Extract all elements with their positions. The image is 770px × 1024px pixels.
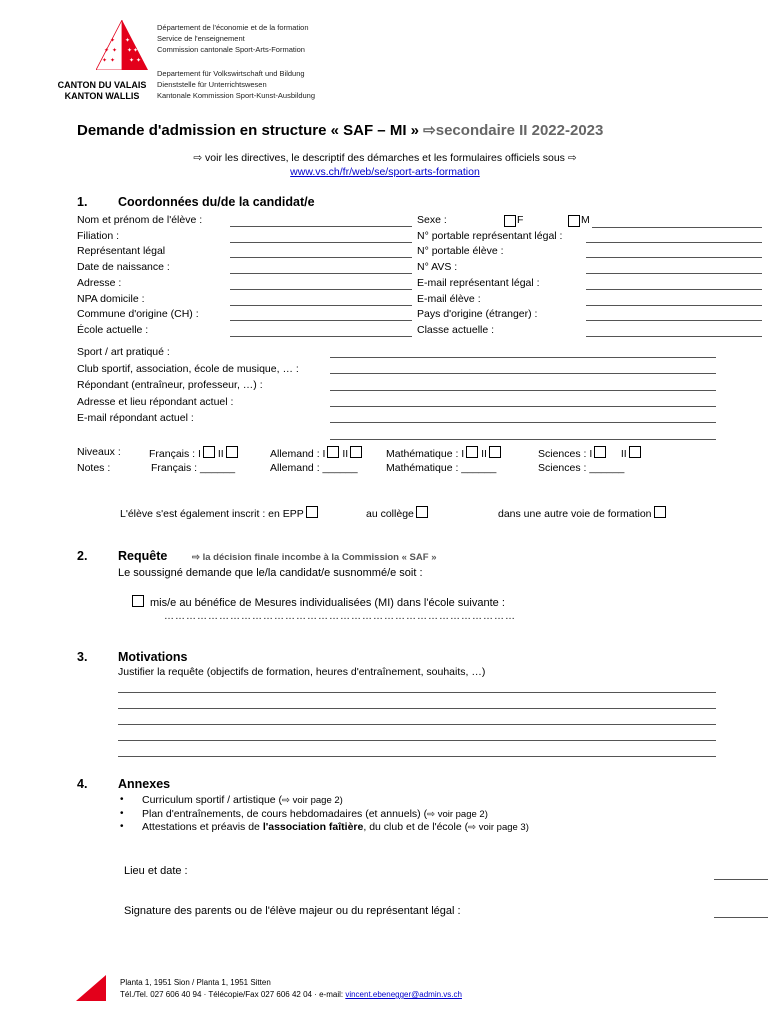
candidate-right-label: Sexe : (417, 214, 447, 226)
note-sciences[interactable]: Sciences : ______ (538, 462, 625, 474)
footer-contact: Tél./Tel. 027 606 40 94 · Télécopie/Fax 027 606 42 04 · e-mail: vincent.ebenegger@admin.vs.ch (120, 990, 462, 999)
department-fr: Département de l'économie et de la formation Service de l'enseignement Commission cantonale Sport-Arts-Formation (157, 23, 309, 54)
sport-input-line[interactable] (330, 406, 716, 407)
candidate-left-input-line[interactable] (230, 273, 412, 274)
section3-title: Motivations (118, 650, 188, 664)
candidate-left-input-line[interactable] (230, 305, 412, 306)
svg-text:✦: ✦ (112, 47, 118, 54)
candidate-left-input-line[interactable] (230, 242, 412, 243)
sport-input-line[interactable] (330, 390, 716, 391)
math-ii-checkbox[interactable] (489, 446, 501, 458)
sex-m-label: M (581, 214, 590, 226)
place-date-label: Lieu et date : (124, 865, 188, 877)
motivation-line-1[interactable] (118, 692, 716, 693)
sciences-i-checkbox[interactable] (594, 446, 606, 458)
canton-name-de: KANTON WALLIS (64, 91, 140, 101)
candidate-left-input-line[interactable] (230, 257, 412, 258)
motivation-line-4[interactable] (118, 740, 716, 741)
other-path-checkbox[interactable] (654, 506, 666, 518)
note-math[interactable]: Mathématique : ______ (386, 462, 497, 474)
sport-label: Répondant (entraîneur, professeur, …) : (77, 379, 263, 391)
svg-text:✦: ✦ (104, 47, 110, 54)
canton-name (52, 80, 152, 102)
page-title: Demande d'admission en structure « SAF – MI » ⇨secondaire II 2022-2023 (77, 122, 604, 139)
candidate-left-label: NPA domicile : (77, 292, 145, 305)
candidate-right-label: Classe actuelle : (417, 323, 495, 336)
candidate-right-label: N° AVS : (417, 261, 458, 274)
section4-title: Annexes (118, 777, 171, 791)
francais-ii-checkbox[interactable] (226, 446, 238, 458)
annex-item-1: Curriculum sportif / artistique (⇨ voir page 2) (142, 794, 343, 806)
sciences-ii-checkbox[interactable] (629, 446, 641, 458)
section1-title: Coordonnées du/de la candidat/e (118, 195, 315, 209)
candidate-right-input-line[interactable] (586, 289, 762, 290)
notes-label: Notes : (77, 462, 111, 474)
candidate-right-label: N° portable représentant légal : (417, 229, 563, 242)
candidate-left-label: Représentant légal (77, 245, 166, 258)
motivation-line-3[interactable] (118, 724, 716, 725)
candidate-right-input-line[interactable] (586, 336, 762, 337)
sex-f-label: F (517, 214, 524, 226)
sport-input-line[interactable] (330, 439, 716, 440)
candidate-right-label: E-mail représentant légal : (417, 276, 540, 289)
niveau-sciences: Sciences : I II (538, 446, 641, 460)
svg-text:✦: ✦ (125, 37, 131, 44)
candidate-left-label: Adresse : (77, 276, 122, 289)
candidate-right-input-line[interactable] (586, 273, 762, 274)
also-registered-college: au collège (366, 506, 428, 520)
section1-number: 1. (77, 195, 88, 209)
candidate-right-label: N° portable élève : (417, 245, 504, 258)
candidate-right-input-line[interactable] (586, 320, 762, 321)
svg-text:✦: ✦ (102, 57, 108, 64)
school-field[interactable]: …………………………………………………………………………………… (164, 611, 516, 622)
svg-text:✦: ✦ (110, 37, 116, 44)
college-checkbox[interactable] (416, 506, 428, 518)
directives-link[interactable]: www.vs.ch/fr/web/se/sport-arts-formation (290, 166, 480, 178)
section2-number: 2. (77, 549, 88, 563)
section3-text: Justifier la requête (objectifs de formation, heures d'entraînement, souhaits, …) (118, 666, 486, 678)
sport-label: Adresse et lieu répondant actuel : (77, 395, 234, 408)
section2-title: Requête (118, 549, 168, 563)
svg-text:✦: ✦ (110, 57, 116, 64)
section3-number: 3. (77, 650, 88, 664)
footer-address: Planta 1, 1951 Sion / Planta 1, 1951 Sitten (120, 978, 271, 987)
motivation-line-5[interactable] (118, 756, 716, 757)
signature-line[interactable] (714, 917, 768, 918)
candidate-right-label: E-mail élève : (417, 292, 481, 305)
candidate-left-input-line[interactable] (230, 226, 412, 227)
also-registered-other: dans une autre voie de formation (498, 506, 666, 520)
sport-input-line[interactable] (330, 357, 716, 358)
svg-text:✦: ✦ (129, 57, 135, 64)
candidate-left-input-line[interactable] (230, 320, 412, 321)
section4-number: 4. (77, 777, 88, 791)
svg-text:✦: ✦ (133, 47, 139, 54)
sex-line (592, 227, 762, 228)
svg-text:✦: ✦ (127, 47, 133, 54)
epp-checkbox[interactable] (306, 506, 318, 518)
sport-label: Club sportif, association, école de musique, … : (77, 362, 299, 375)
note-allemand[interactable]: Allemand : ______ (270, 462, 358, 474)
footer-logo-icon (76, 975, 106, 1001)
note-francais[interactable]: Français : ______ (151, 462, 236, 474)
candidate-left-label: Commune d'origine (CH) : (77, 308, 199, 321)
allemand-ii-checkbox[interactable] (350, 446, 362, 458)
bullet-3: • (120, 821, 124, 832)
place-date-line[interactable] (714, 879, 768, 880)
niveaux-label: Niveaux : (77, 446, 121, 458)
niveau-francais: Français : I II (149, 446, 238, 460)
candidate-left-label: École actuelle : (77, 323, 149, 336)
sex-m-checkbox[interactable] (568, 215, 580, 227)
sport-input-line[interactable] (330, 422, 716, 423)
candidate-right-label: Pays d'origine (étranger) : (417, 308, 538, 321)
annex-item-2: Plan d'entraînements, de cours hebdomadaires (et annuels) (⇨ voir page 2) (142, 808, 488, 820)
canton-coat-of-arms-logo (96, 20, 148, 70)
bullet-2: • (120, 808, 124, 819)
niveau-allemand: Allemand : I II (270, 446, 362, 460)
niveau-math: Mathématique : I II (386, 446, 501, 460)
mi-option: mis/e au bénéfice de Mesures individualisées (MI) dans l'école suivante : (130, 595, 505, 609)
signature-label: Signature des parents ou de l'élève majeur ou du représentant légal : (124, 905, 461, 917)
motivation-line-2[interactable] (118, 708, 716, 709)
candidate-left-label: Filiation : (77, 229, 120, 242)
annex-item-3: Attestations et préavis de l'association faîtière, du club et de l'école (⇨ voir page 3) (142, 821, 529, 833)
department-de: Departement für Volkswirtschaft und Bildung Dienststelle für Unterrichtswesen Kantonale Kommission Sport-Kunst-Ausbildung (157, 69, 316, 100)
candidate-left-input-line[interactable] (230, 289, 412, 290)
sport-label: E-mail répondant actuel : (77, 412, 194, 424)
candidate-left-label: Date de naissance : (77, 261, 170, 274)
math-i-checkbox[interactable] (466, 446, 478, 458)
candidate-left-label: Nom et prénom de l'élève : (77, 214, 203, 226)
sex-f-checkbox[interactable] (504, 215, 516, 227)
section2-note: ⇨ la décision finale incombe à la Commission « SAF » (192, 552, 437, 563)
footer-email-link[interactable]: vincent.ebenegger@admin.vs.ch (345, 990, 462, 999)
also-registered-epp: L'élève s'est également inscrit : en EPP (120, 506, 318, 520)
candidate-right-input-line[interactable] (586, 305, 762, 306)
bullet-1: • (120, 794, 124, 805)
svg-text:✦: ✦ (136, 57, 142, 64)
mi-checkbox[interactable] (132, 595, 144, 607)
candidate-left-input-line[interactable] (230, 336, 412, 337)
candidate-right-input-line[interactable] (586, 257, 762, 258)
candidate-right-input-line[interactable] (586, 242, 762, 243)
intro-text: ⇨ voir les directives, le descriptif des démarches et les formulaires officiels sous ⇨ (193, 152, 577, 164)
directives-link-wrap (0, 166, 770, 178)
sport-label: Sport / art pratiqué : (77, 346, 170, 358)
section2-text: Le soussigné demande que le/la candidat/e susnommé/e soit : (118, 567, 423, 579)
francais-i-checkbox[interactable] (203, 446, 215, 458)
sport-input-line[interactable] (330, 373, 716, 374)
canton-name-fr: CANTON DU VALAIS (57, 80, 147, 90)
allemand-i-checkbox[interactable] (327, 446, 339, 458)
